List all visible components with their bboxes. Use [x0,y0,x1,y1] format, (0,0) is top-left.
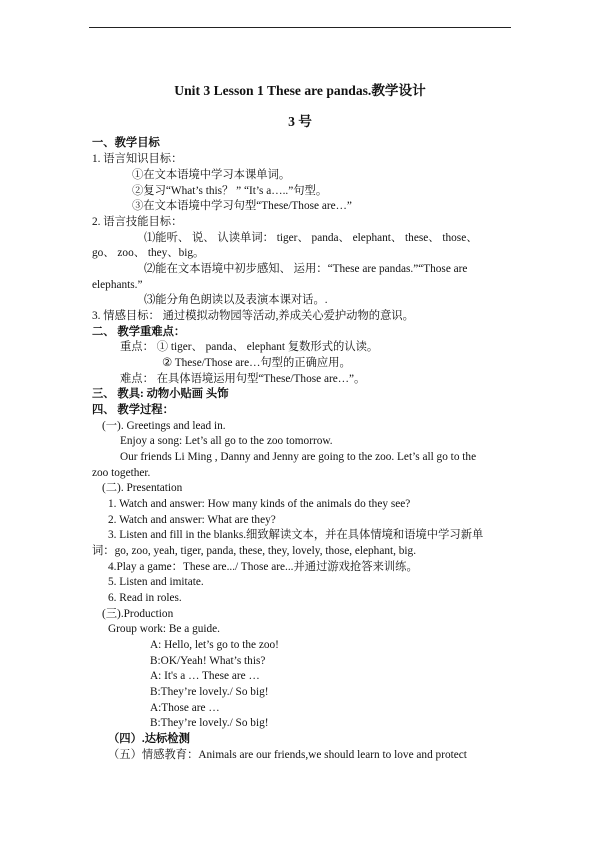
line: ② These/Those are…句型的正确应用。 [162,357,351,369]
line: 1. 语言知识目标： [92,153,183,165]
dialogue-line: B:They’re lovely./ So big! [150,686,269,698]
line: 4.Play a game：These are.../ Those are...并通过游戏抢答来训练。 [108,561,418,573]
line: Group work: Be a guide. [108,623,221,635]
section-heading-assessment: （四）.达标检测 [108,733,190,745]
line: (一). Greetings and lead in. [102,420,226,432]
line: ①在文本语境中学习本课单词。 [132,169,291,181]
line: 2. Watch and answer: What are they? [108,514,276,526]
line: 2. 语言技能目标： [92,216,183,228]
line: 重点： ① tiger、 panda、 elephant 复数形式的认读。 [120,341,379,353]
line: 1. Watch and answer: How many kinds of the animals do they see? [108,498,411,510]
section-heading-teaching-aids: 三、 教具: 动物小贴画 头饰 [92,388,229,400]
line: ⑴能听、 说、 认读单词： tiger、 panda、 elephant、 these、 those、 [144,232,478,244]
section-heading-key-points: 二、 教学重难点： [92,326,186,338]
dialogue-line: B:OK/Yeah! What’s this? [150,655,266,667]
line: ③在文本语境中学习句型“These/Those are…” [132,200,352,212]
line: 5. Listen and imitate. [108,576,204,588]
line: 词：go, zoo, yeah, tiger, panda, these, they, lovely, those, elephant, big. [92,545,417,557]
document-title: Unit 3 Lesson 1 These are pandas.教学设计 [174,83,426,98]
dialogue-line: A:Those are … [150,702,220,714]
line: elephants.” [92,279,143,291]
line: 6. Read in roles. [108,592,182,604]
line: Our friends Li Ming , Danny and Jenny are going to the zoo. Let’s all go to the [120,451,477,463]
dialogue-line: A: It's a … These are … [150,670,260,682]
line: Enjoy a song: Let’s all go to the zoo tomorrow. [120,435,333,447]
line: (三).Production [102,608,174,620]
line: ⑵能在文本语境中初步感知、 运用：“These are pandas.”“Those are [144,263,468,275]
line-emotional-education: （五）情感教育：Animals are our friends,we should learn to love and protect [108,749,467,761]
line: ②复习“What’s this？ ” “It’s a…..”句型。 [132,185,328,197]
section-heading-objectives: 一、教学目标 [92,137,160,149]
line: go、 zoo、 they、big。 [92,247,205,259]
line: 3. 情感目标： 通过模拟动物园等活动,养成关心爱护动物的意识。 [92,310,414,322]
line: (二). Presentation [102,482,183,494]
line: 3. Listen and fill in the blanks.细致解读文本，并在具体情境和语境中学习新单 [108,529,484,541]
document-number: 3 号 [288,114,312,129]
line: 难点： 在具体语境运用句型“These/Those are…”。 [120,373,366,385]
dialogue-line: A: Hello, let’s go to the zoo! [150,639,279,651]
line: zoo together. [92,467,151,479]
dialogue-line: B:They’re lovely./ So big! [150,717,269,729]
header-rule [89,27,511,28]
line: ⑶能分角色朗读以及表演本课对话。. [144,294,328,306]
section-heading-process: 四、 教学过程： [92,404,174,416]
